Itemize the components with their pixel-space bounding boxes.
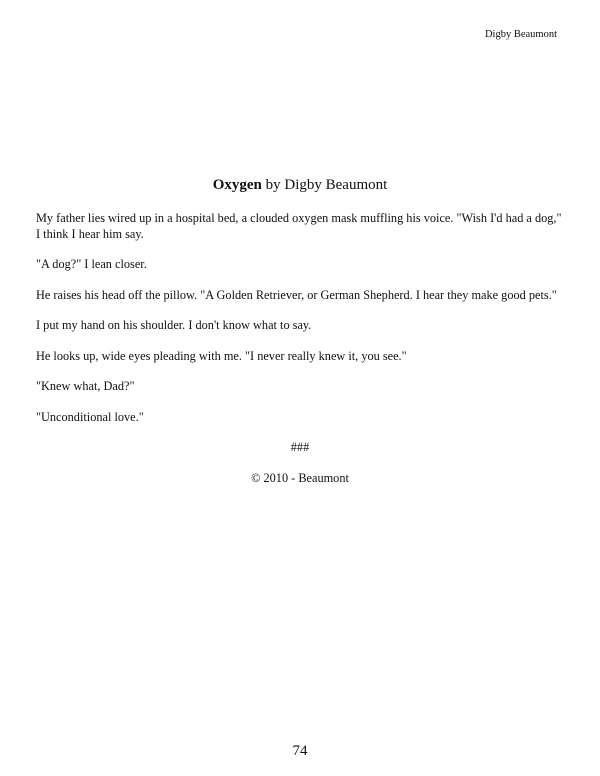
- copyright-notice: © 2010 - Beaumont: [251, 470, 349, 485]
- story-paragraph: "Unconditional love.": [36, 409, 144, 424]
- story-title-line: [36, 176, 564, 194]
- story-paragraph: He raises his head off the pillow. "A Golden Retriever, or German Shepherd. I hear they make good pets.": [36, 287, 557, 302]
- story-paragraph: "A dog?" I lean closer.: [36, 257, 147, 271]
- story-byline: by Digby Beaumont: [265, 177, 388, 193]
- story-paragraph: He looks up, wide eyes pleading with me. "I never really knew it, you see.": [36, 348, 407, 363]
- story-paragraph: "Knew what, Dad?": [36, 379, 135, 393]
- end-mark: ###: [290, 440, 310, 454]
- page-number: 74: [292, 743, 308, 759]
- story-body: [36, 176, 564, 501]
- running-header-author: Digby Beaumont: [484, 29, 557, 40]
- story-title: Oxygen: [212, 177, 262, 193]
- story-paragraph: I put my hand on his shoulder. I don't know what to say.: [36, 318, 312, 332]
- story-paragraph: My father lies wired up in a hospital bed, a clouded oxygen mask muffling his voice. "Wish I'd had a dog," I think I hear him say.: [36, 211, 562, 241]
